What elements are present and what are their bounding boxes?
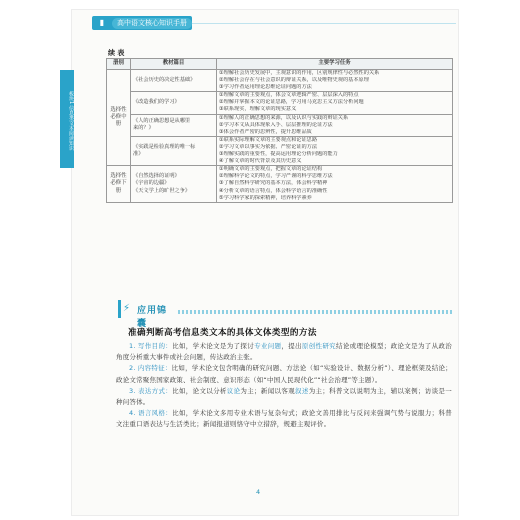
text-title: 《社会历史的决定性基础》 [133, 77, 196, 84]
para-text: 比如，学术论文是为了探讨 [172, 342, 255, 350]
texts-cell [131, 92, 217, 114]
texts-cell [131, 70, 217, 92]
table-row [107, 70, 453, 92]
tasks-cell [217, 166, 453, 202]
text-title: 《改造我们的学习》 [133, 99, 180, 106]
para-number: 2. 内容特征： [129, 364, 172, 373]
table-label: 续 表 [108, 49, 125, 57]
para-number: 1. 写作目的： [129, 342, 173, 350]
semester-cell: 选择性必修下册 [107, 166, 131, 202]
book-icon: ▮ [99, 18, 105, 27]
text-title: 《实践是检验真理的唯一标 [133, 143, 196, 150]
col-header-tasks: 主要学习任务 [217, 59, 453, 70]
text-title: 《人的正确思想是从哪里 [133, 118, 191, 125]
paragraph [116, 408, 452, 430]
para-highlight: 议论 [226, 386, 241, 395]
task-item: ③理解实践的重要性，提高运用理论分析问题的能力 [219, 151, 338, 158]
task-item: ③体会作者严密的思辨性，提升思维品质 [219, 128, 312, 135]
text-title: 来的？》 [133, 125, 154, 132]
para-text: 为主；科普文以说明为主，辅以案例；访谈是一种问答体。 [116, 386, 452, 407]
paragraph [116, 363, 452, 385]
semester-cell: 选择性必修中册 [107, 70, 131, 166]
task-item: ①理解社会历史发展中，主观意识的作用，区别规律性与必然性的关系 [219, 70, 380, 76]
task-item: ②理解并掌握本文的论证思路，学习用马克思主义方法分析问题 [219, 99, 364, 106]
task-item: ③学习作者运用理论思维论证问题的方法 [219, 84, 312, 91]
header-rule [192, 23, 456, 24]
paragraph [116, 386, 452, 408]
task-item: ①明确文章的主要观点，把握文章的论证结构 [219, 166, 323, 173]
para-text: 比如，学术论文包含明确的研究问题、方法论（如“实验设计、数据分析”）、理论框架及结论；政论文常聚焦国家政策、社会制度、意识形态（如“中国人民现代化”“社会治理”等主题）。 [116, 364, 452, 384]
task-item: ②理解科学论文的特点，学习严谨的科学思维方法 [219, 173, 333, 180]
task-item: ④分析文章的语言特点，体会科学语言的准确性 [219, 187, 328, 194]
text-title: 《自然选择的证明》 [133, 173, 180, 180]
para-text: ，提出 [281, 342, 302, 350]
para-text: 结论或理论模型；政论文是为了从政治角度分析重大事件或社会问题，传达政治主张。 [116, 342, 452, 362]
section-rule [178, 310, 452, 314]
paragraph [116, 341, 452, 363]
task-item: ②学习本文从具体现象入手、层层推理的论证方法 [219, 121, 333, 128]
para-text: 为主；新闻以客观 [240, 386, 296, 395]
article-body [116, 341, 452, 431]
table-row [107, 92, 453, 114]
task-item: ②理解社会存在与社会意识的辩证关系，以及唯物史观的基本原理 [219, 77, 369, 84]
texts-cell [131, 114, 217, 136]
page-number: 4 [256, 488, 261, 496]
para-number: 4. 语言风格： [129, 409, 173, 418]
task-item: ①理解人的正确思想的来源，以及认识与实践的辩证关系 [219, 114, 349, 121]
tasks-cell [217, 114, 453, 136]
section-banner [118, 300, 176, 329]
task-item: ④了解文章的时代背景及其历史意义 [219, 158, 302, 165]
task-item: ③了解自然科学研究的基本方法，体会科学精神 [219, 180, 328, 187]
task-item: ②学习文章以事实为依据、严密论证的方法 [219, 143, 318, 150]
para-highlight: 专业问题 [254, 342, 282, 350]
table-row [107, 114, 453, 136]
side-tab: 板块1 信息类文本阅读知识 [60, 70, 74, 168]
task-item: ⑤学习科学家的探索精神，培养科学素养 [219, 194, 312, 201]
task-item: ③联系现实，理解文章的现实意义 [219, 106, 297, 113]
para-text: 比如，学术论文多用专业术语与复杂句式；政论文善用排比与反问来强调气势与说服力；科普文注重口语表达与生活类比；新闻报道则恪守中立措辞，规避主观评价。 [116, 409, 452, 429]
para-highlight: 原创性研究 [301, 342, 337, 350]
para-highlight: 叙述 [295, 386, 309, 395]
text-title: 准》 [133, 151, 144, 158]
text-title: 《宇宙的边疆》 [133, 180, 170, 187]
texts-cell [131, 166, 217, 202]
curriculum-table [106, 58, 453, 203]
task-item: ①理解文章的主要观点，体会文章逻辑严密、层层深入的特点 [219, 92, 359, 99]
texts-cell [131, 136, 217, 165]
task-item: ①联系实际理解文章的主要观点和论证思路 [219, 136, 318, 143]
col-header-volume: 册别 [107, 59, 131, 70]
table-header-row [107, 59, 453, 70]
para-number: 3. 表达方式： [129, 386, 173, 395]
tasks-cell [217, 70, 453, 92]
header-title: 高中语文核心知识手册 [112, 18, 192, 29]
table-row [107, 166, 453, 202]
section-label: 应用锦囊 [137, 306, 168, 329]
col-header-texts: 教材篇目 [131, 59, 217, 70]
tasks-cell [217, 92, 453, 114]
tasks-cell [217, 136, 453, 165]
article-title: 准确判断高考信息类文本的具体文体类型的方法 [128, 328, 317, 338]
para-text: 比如，论文以分析 [172, 386, 227, 395]
lightning-icon: ⚡ [123, 303, 131, 314]
text-title: 《天文学上的旷世之争》 [133, 187, 191, 194]
table-row [107, 136, 453, 165]
